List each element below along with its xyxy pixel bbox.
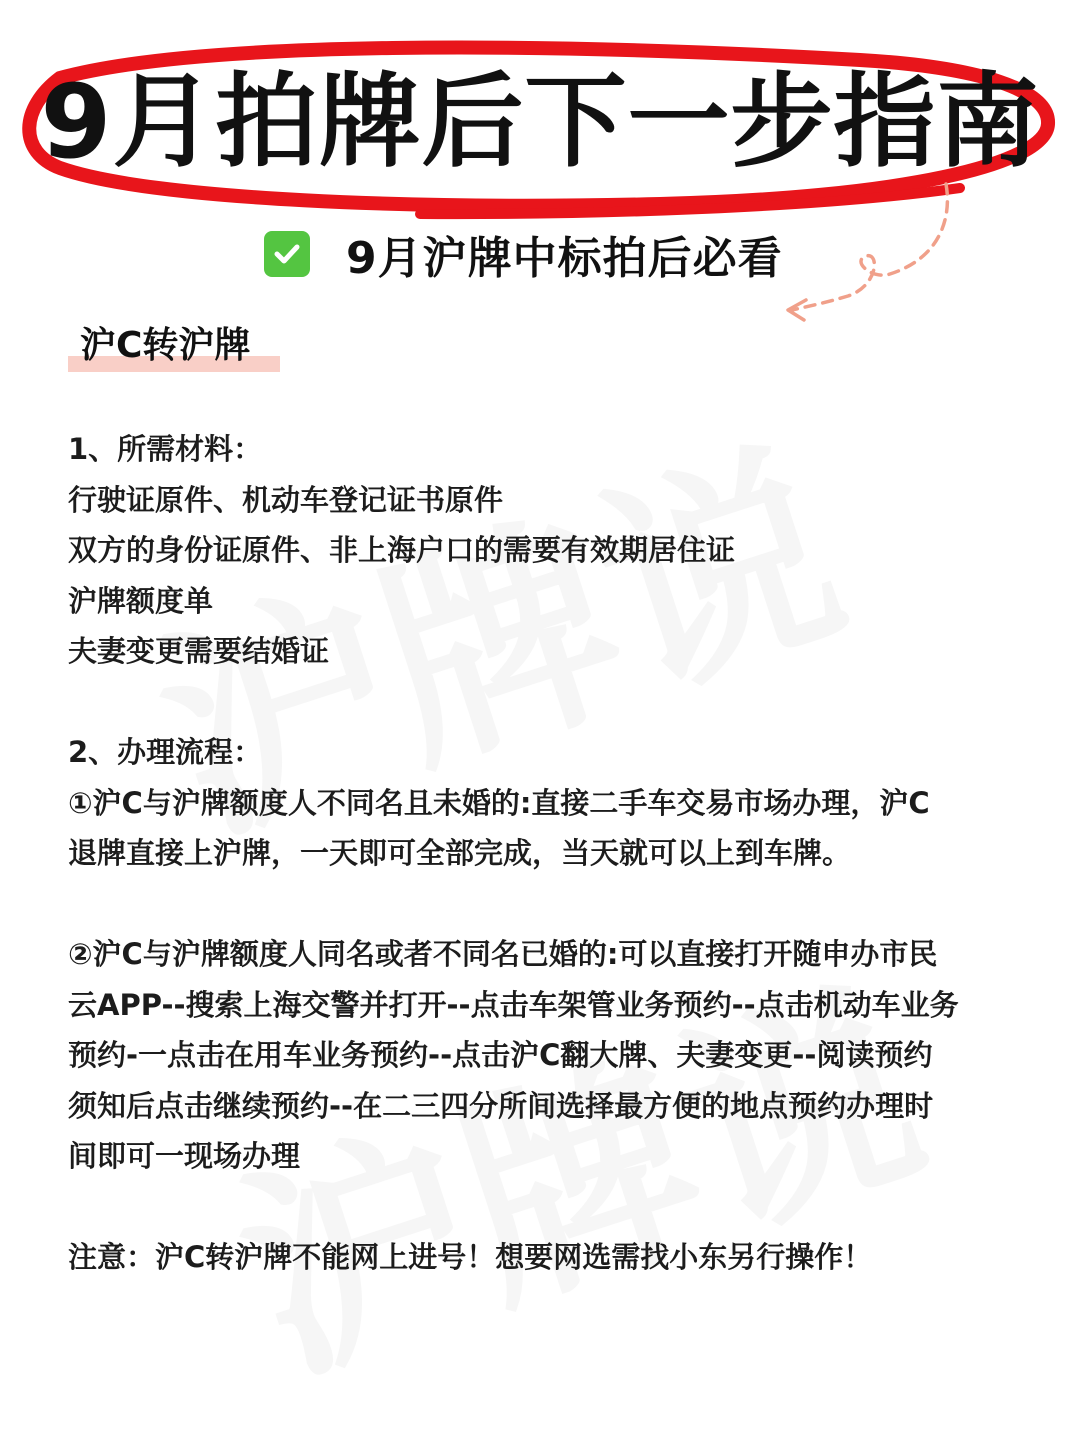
process-step-2-line: 间即可一现场办理 — [68, 1139, 301, 1173]
subtitle: 9月沪牌中标拍后必看 — [346, 233, 783, 284]
process-step-2-line: 须知后点击继续预约--在二三四分所间选择最方便的地点预约办理时 — [68, 1088, 934, 1123]
dashed-arrow-icon — [770, 178, 970, 328]
materials-item: 双方的身份证原件、非上海户口的需要有效期居住证 — [68, 533, 736, 567]
article-body — [68, 424, 1028, 1283]
materials-item: 夫妻变更需要结婚证 — [68, 634, 330, 668]
materials-item: 沪牌额度单 — [68, 583, 214, 618]
section-title: 沪C转沪牌 — [80, 325, 251, 366]
process-step-2-line: ②沪C与沪牌额度人同名或者不同名已婚的:可以直接打开随申办市民 — [68, 937, 938, 971]
note-text: 注意：沪C转沪牌不能网上进号！想要网选需找小东另行操作！ — [68, 1240, 873, 1274]
materials-heading: 1、所需材料： — [68, 432, 263, 466]
process-step-1-line: 退牌直接上沪牌，一天即可全部完成，当天就可以上到车牌。 — [68, 836, 852, 870]
process-heading: 2、办理流程： — [68, 735, 263, 769]
process-step-1-line: ①沪C与沪牌额度人不同名且未婚的:直接二手车交易市场办理，沪C — [68, 785, 930, 820]
process-step-2-line: 云APP--搜索上海交警并打开--点击车架管业务预约--点击机动车业务 — [68, 987, 959, 1022]
materials-item: 行驶证原件、机动车登记证书原件 — [68, 482, 504, 517]
process-step-2-line: 预约-一点击在用车业务预约--点击沪C翻大牌、夫妻变更--阅读预约 — [68, 1038, 933, 1072]
checkmark-icon — [264, 231, 310, 277]
page-title: 9月拍牌后下一步指南 — [40, 63, 1040, 182]
section-header — [68, 318, 250, 374]
subtitle-row — [264, 226, 783, 282]
